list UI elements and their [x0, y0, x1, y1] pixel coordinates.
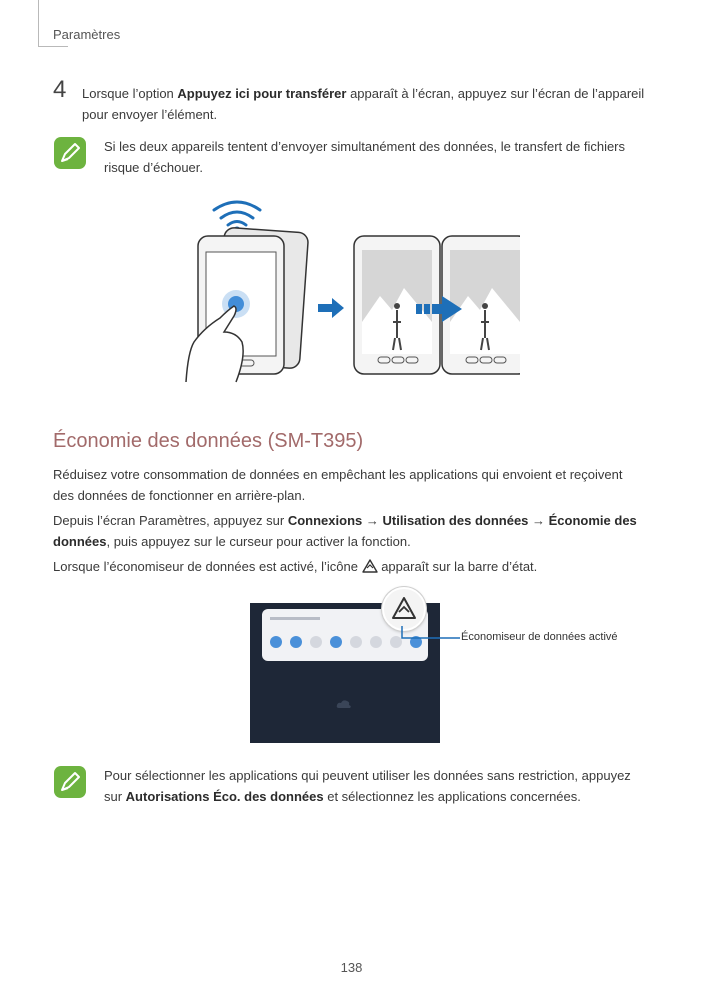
path-economie-donnees-part2: données	[53, 534, 107, 549]
data-saver-icon-large	[384, 589, 424, 629]
intro-line1: Réduisez votre consommation de données en empêchant les applications qui envoient et reçoivent	[53, 467, 623, 482]
path-utilisation-donnees: Utilisation des données	[382, 513, 529, 528]
transfer-illustration	[180, 192, 520, 392]
note-2-text	[104, 765, 689, 807]
airplane-toggle-icon	[350, 636, 362, 648]
note-2-permissions-bold: Autorisations Éco. des données	[125, 789, 324, 804]
path-text-part1: Depuis l’écran Paramètres, appuyez sur	[53, 513, 288, 528]
bluetooth-toggle-icon	[310, 636, 322, 648]
note-1-line2: risque d’échouer.	[104, 160, 204, 175]
step-4-text-part2: apparaît à l’écran, appuyez sur l’écran de l’appareil	[346, 86, 645, 101]
path-text-part2: , puis appuyez sur le curseur pour activer la fonction.	[106, 534, 411, 549]
note-2-text-part2: et sélectionnez les applications concernées.	[323, 789, 581, 804]
note-1-line1: Si les deux appareils tentent d’envoyer simultanément des données, le transfert de fichiers	[104, 139, 626, 154]
data-saver-icon	[362, 559, 378, 573]
pencil-note-icon	[54, 137, 86, 169]
note-icon-2	[54, 766, 86, 798]
step-number: 4	[53, 76, 67, 103]
intro-line2: des données de fonctionner en arrière-plan.	[53, 488, 306, 503]
status-icon-text	[53, 556, 683, 577]
page-number: 138	[340, 960, 363, 975]
step-4-text-line2: pour envoyer l’élément.	[82, 107, 218, 122]
path-connexions: Connexions	[287, 513, 363, 528]
note-2-line1: Pour sélectionner les applications qui peuvent utiliser les données sans restriction, appuyez	[104, 768, 631, 783]
cloud-icon	[336, 699, 352, 709]
wifi-toggle-icon	[270, 636, 282, 648]
note-1-text	[104, 136, 684, 178]
callout-label: Économiseur de données activé	[461, 631, 618, 643]
section-intro	[53, 464, 683, 506]
status-text-part1: Lorsque l’économiseur de données est activé, l’icône	[53, 559, 362, 574]
callout-line	[398, 626, 462, 640]
status-text-part2: apparaît sur la barre d’état.	[377, 559, 538, 574]
sound-toggle-icon	[290, 636, 302, 648]
arrow-right-icon	[318, 298, 344, 318]
flashlight-toggle-icon	[370, 636, 382, 648]
header-rule-horizontal	[38, 46, 68, 47]
navigation-path-text	[53, 510, 683, 552]
path-economie-donnees-part1: Économie des	[548, 513, 637, 528]
note-icon	[54, 137, 86, 169]
pencil-note-icon-2	[54, 766, 86, 798]
path-arrow-1: →	[362, 513, 383, 528]
step-4-option-bold: Appuyez ici pour transférer	[177, 86, 347, 101]
path-arrow-2: →	[528, 513, 549, 528]
section-heading: Économie des données (SM-T395)	[53, 430, 364, 452]
header-rule-vertical	[38, 0, 39, 46]
data-saver-magnified-icon	[382, 587, 426, 631]
rotate-toggle-icon	[330, 636, 342, 648]
note-2-text-part1: sur	[104, 789, 126, 804]
status-bar-placeholder	[270, 617, 320, 620]
section-label: Paramètres	[53, 27, 121, 42]
step-4-text-part1: Lorsque l’option	[82, 86, 178, 101]
step-4-text	[82, 83, 682, 125]
